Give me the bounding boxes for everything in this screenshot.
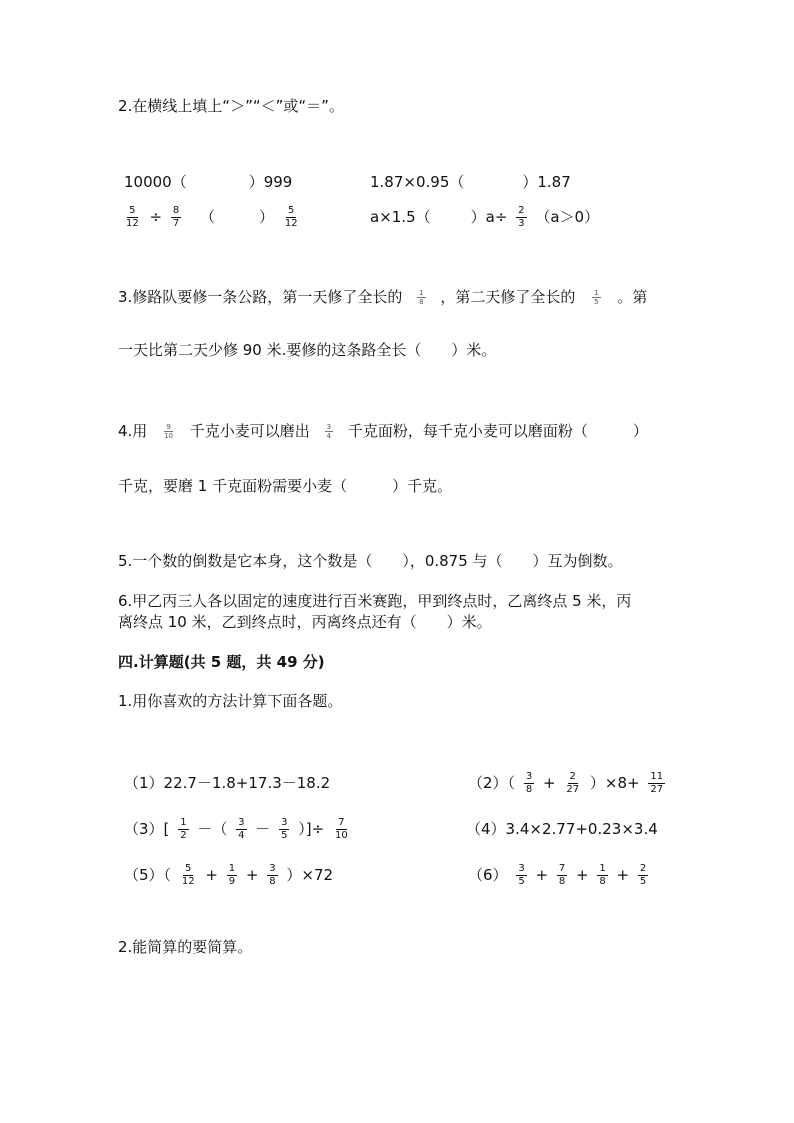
q2-r2b-mid: ）a÷ (470, 208, 508, 226)
fraction: $\frac{7}{10}$ (334, 817, 348, 841)
plus-sign: + (205, 866, 218, 884)
calc-problem-5 (124, 858, 333, 892)
question-4-line2: 千克，要磨 1 千克面粉需要小麦（ ）千克。 (118, 477, 453, 495)
problem-operator: ）]÷ (298, 820, 325, 838)
problem-operator: －（ (197, 820, 228, 838)
q4-text-3: 千克面粉，每千克小麦可以磨面粉（ ） (347, 422, 648, 440)
question-5: 5.一个数的倒数是它本身，这个数是（ ），0.875 与（ ）互为倒数。 (118, 552, 623, 570)
plus-sign: + (535, 866, 549, 884)
q3-text-2: ，第二天修了全长的 (440, 288, 576, 306)
problem-operator: ）×72 (286, 866, 334, 884)
q2-r1a-left: 10000（ (124, 173, 187, 191)
q2-r1b-left: 1.87×0.95（ (370, 173, 465, 191)
question-3-line1 (118, 280, 647, 314)
question-4-line1 (118, 414, 648, 448)
fraction: $\frac{3}{5}$ (281, 817, 288, 841)
calc-problem-4: （4）3.4×2.77+0.23×3.4 (466, 820, 658, 838)
q4-text-1: 4.用 (118, 422, 148, 440)
calc-problem-6 (468, 858, 652, 892)
q2-r1b-right: ）1.87 (522, 173, 571, 191)
fraction: $\frac{5}{12}$ (126, 205, 139, 229)
q2-row2-left (120, 200, 304, 234)
question-6-line1: 6.甲乙丙三人各以固定的速度进行百米赛跑，甲到终点时，乙离终点 5 米，丙 (118, 592, 632, 610)
fraction: $\frac{1}{9}$ (228, 863, 236, 887)
fraction: $\frac{3}{8}$ (525, 771, 533, 795)
q2-row1-left (124, 172, 292, 192)
q2-row1-right (370, 172, 571, 192)
paren-open: （ (163, 866, 172, 884)
fraction: $\frac{2}{3}$ (518, 205, 525, 229)
plus-sign: + (616, 866, 630, 884)
fraction: $\frac{5}{12}$ (181, 863, 195, 887)
calc-problem-3 (124, 812, 354, 846)
problem-operator: ）×8+ (589, 774, 640, 792)
fraction: $\frac{8}{7}$ (172, 205, 180, 229)
question-2-title: 2.在横线上填上“＞”“＜”或“＝”。 (118, 97, 344, 115)
paren-open: （ (507, 774, 516, 792)
plus-sign: + (543, 774, 556, 792)
problem-label: （3）[ (124, 820, 170, 838)
calc-1-title: 1.用你喜欢的方法计算下面各题。 (118, 692, 343, 710)
q2-r2b-left: a×1.5（ (370, 208, 431, 226)
fraction: $\frac{1}{2}$ (180, 817, 187, 841)
q2-r1a-right: ）999 (248, 173, 293, 191)
fraction: $\frac{11}{27}$ (650, 771, 664, 795)
fraction: $\frac{1}{8}$ (599, 863, 606, 887)
fraction: $\frac{3}{4}$ (326, 423, 332, 440)
question-3-line2: 一天比第二天少修 90 米.要修的这条路全长（ ）米。 (118, 341, 497, 359)
question-6-line2: 离终点 10 米，乙到终点时，丙离终点还有（ ）米。 (118, 613, 492, 631)
section-4-title: 四.计算题(共 5 题，共 49 分) (118, 653, 325, 671)
fraction: $\frac{3}{5}$ (518, 863, 525, 887)
fraction: $\frac{3}{4}$ (238, 817, 245, 841)
fraction: $\frac{1}{5}$ (594, 289, 599, 306)
fraction: $\frac{9}{10}$ (164, 423, 174, 440)
calc-2-title: 2.能简算的要简算。 (118, 938, 253, 956)
problem-label: （6） (468, 866, 508, 884)
plus-sign: + (576, 866, 589, 884)
calc-problem-2 (468, 766, 669, 800)
fraction: $\frac{2}{5}$ (639, 863, 647, 887)
q2-row2-right (370, 200, 599, 234)
fraction: $\frac{7}{8}$ (558, 863, 566, 887)
q3-text-3: 。第 (617, 288, 648, 306)
paren-open: （ (200, 208, 216, 226)
fraction: $\frac{3}{8}$ (269, 863, 276, 887)
fraction: $\frac{2}{27}$ (566, 771, 580, 795)
paren-close: ） (259, 208, 275, 226)
minus-sign: － (255, 820, 271, 838)
problem-label: （2） (468, 774, 508, 792)
q2-r2b-tail: （a＞0） (535, 208, 600, 226)
divide-sign: ÷ (149, 208, 163, 226)
plus-sign: + (245, 866, 259, 884)
q3-text-1: 3.修路队要修一条公路，第一天修了全长的 (118, 288, 403, 306)
problem-label: （5） (124, 866, 164, 884)
calc-problem-1: （1）22.7－1.8+17.3－18.2 (124, 774, 331, 792)
fraction: $\frac{5}{12}$ (284, 205, 298, 229)
q4-text-2: 千克小麦可以磨出 (189, 422, 310, 440)
fraction: $\frac{1}{8}$ (419, 289, 424, 306)
